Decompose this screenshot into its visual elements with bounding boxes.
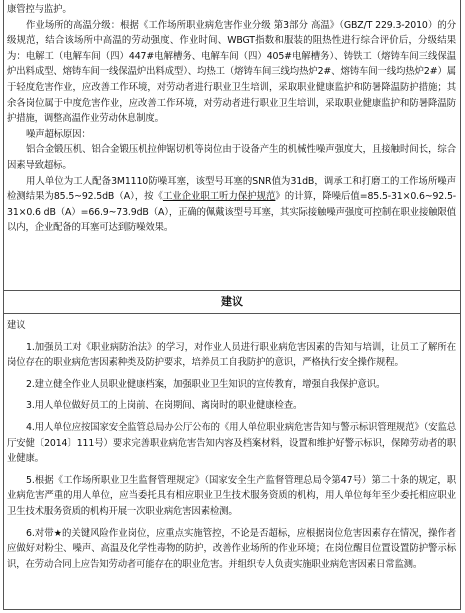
hearing-protection-standard-link: 工业企业职工听力保护规范 [162,191,276,203]
recommendations-label: 建议 [7,320,26,331]
recommendations-section [4,318,460,572]
earplug-text-part2: 》的计算，降噪后值=85.5-31×0.6~92.5-31×0.6 dB（A）=66.9~73.9dB（A），正确的佩戴该型号耳塞，其实际接触噪声强度可控制在职业接触限值以内，企业配备的耳塞可达到防噪效果。 [7,191,456,234]
recommendation-3: 3.用人单位做好员工的上岗前、在岗期间、离岗时的职业健康检查。 [26,400,303,412]
paragraph-noise-reason: 铝合金锻压机、铝合金锻压机拉伸锯切机等岗位由于设备产生的机械性噪声强度大，且接触时间长，综合因素导致超标。 [7,144,456,171]
table-divider-top [4,290,460,291]
recommendation-5: 5.根据《工作场所职业卫生监督管理规定》（国家安全生产监督管理总局令第47号）第二十条的规定，职业病危害严重的用人单位，应当委托具有相应职业卫生技术服务资质的机构，用人单位每年至少委托相应职业卫生技术服务资质的机构开展一次职业病危害因素检测。 [7,474,456,517]
paragraph-earplug-calculation [4,174,460,236]
report-table [3,0,461,610]
recommendation-6: 6.对带★的关键风险作业岗位，应重点实施管控，不论是否超标，应根据岗位危害因素存在情况，操作者应做好对粉尘、噪声、高温及化学性毒物的防护，改善作业场所的作业环境；在岗位醒目位置设置防护警示标识，在劳动合同上应告知劳动者可能存在的职业危害。并组织专人负责实施职业病危害因素日常监测。 [7,527,456,570]
section-heading: 建议 [221,295,243,308]
recommendation-1: 1.加强员工对《职业病防治法》的学习，对作业人员进行职业病危害因素的告知与培训，让员工了解所在岗位存在的职业病危害因素种类及防护要求，培养员工自我防护的意识，严格执行安全操作规程。 [7,341,456,369]
paragraph-heat-classification: 作业场所的高温分级：根据《工作场所职业病危害作业分级 第3部分 高温》（GBZ/T 229.3-2010）的分级规范，结合该场所中高温的劳动强度、作业时间、WBGT指数和服装的阻热性进行综合评价后，分级结果为：电解工（电解车间（四）447#电解槽务、电解车间（四）405#电解槽务）、铸铁工（熔铸车间三线保温炉出料成型、熔铸车间一线保温炉出料成型）、均热工（熔铸车间三线均热炉2#、熔铸车间一线均热炉2#）属于轻度危害作业，应改善工作环境，对劳动者进行职业卫生培训，采取职业健康监护和防暑降温防护措施；其余各岗位属于中度危害作业，应改善工作环境，对劳动者进行职业卫生培训，采取职业健康监护和防暑降温防护措施，调整高温作业劳动休息制度。 [7,19,456,125]
paragraph-noise-reason-title: 噪声超标原因： [26,128,91,140]
recommendation-2: 2.建立健全作业人员职业健康档案，加强职业卫生知识的宣传教育，增强自我保护意识。 [26,378,386,390]
recommendation-4: 4.用人单位应按国家安全监管总局办公厅公布的《用人单位职业病危害告知与警示标识管理规范》（安监总厅安健〔2014〕111号）要求完善职业病危害告知内容及档案材料，设置和维护好警示标识，保障劳动者的职业健康。 [7,421,456,465]
evaluation-section [4,2,460,236]
table-divider-bottom [4,313,460,314]
earplug-text-part1: 用人单位为工人配备3M1110防噪耳塞，该型号耳塞的SNR值为31dB，调承工和打磨工的工作场所噪声检测结果为85.5~92.5dB（A），按《 [7,175,456,203]
paragraph-health-management: 康管控与监护。 [7,4,72,15]
